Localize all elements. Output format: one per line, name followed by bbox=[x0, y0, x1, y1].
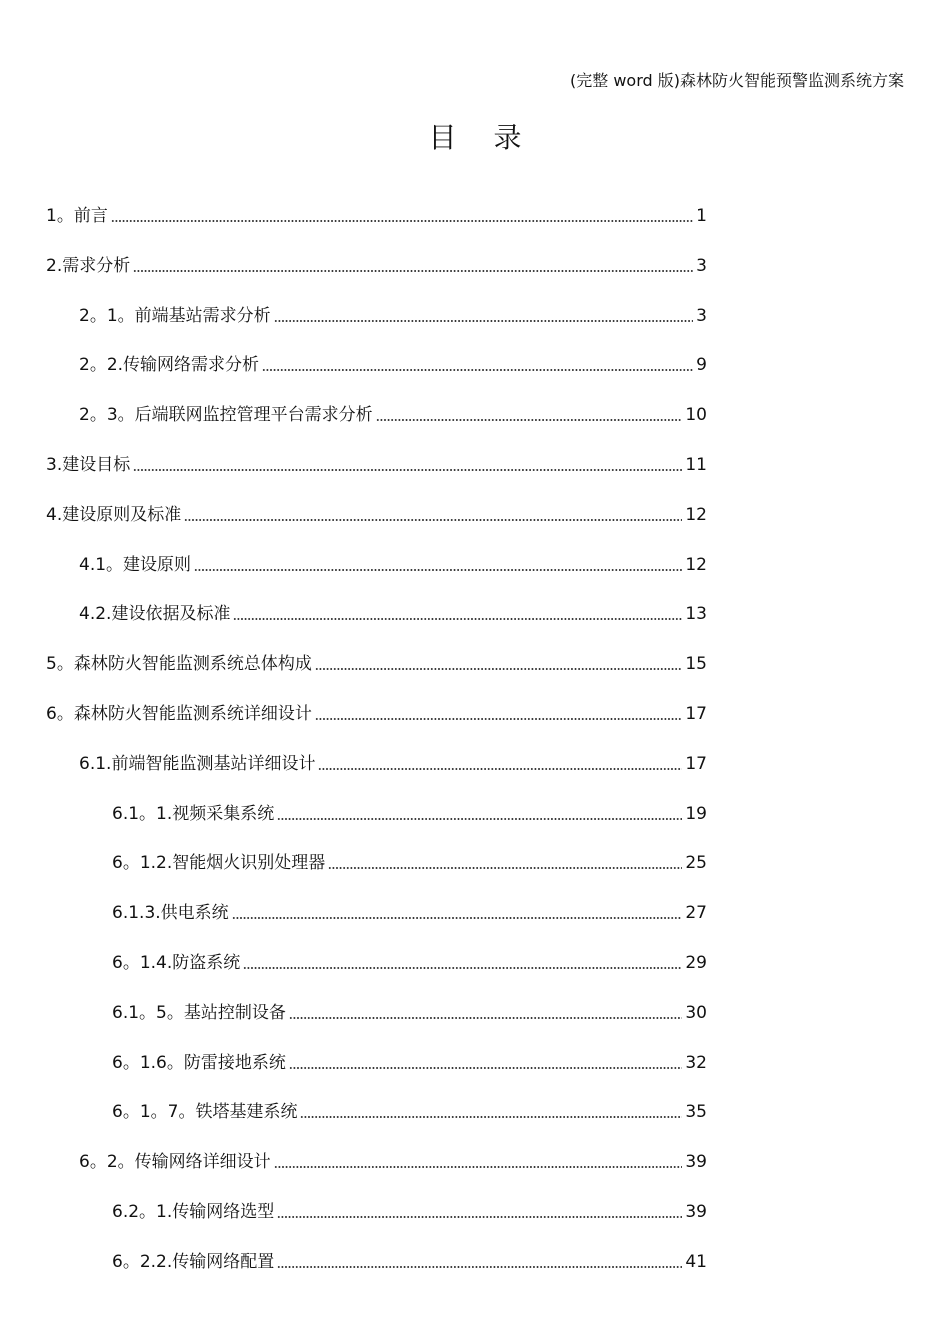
toc-entry-text: 1。前言 bbox=[46, 206, 108, 226]
toc-dot-leader bbox=[376, 419, 683, 421]
toc-entry-page: 12 bbox=[685, 555, 707, 575]
toc-dot-leader bbox=[133, 270, 693, 272]
toc-entry-text: 2。1。前端基站需求分析 bbox=[79, 306, 271, 326]
toc-entry[interactable] bbox=[79, 752, 707, 776]
toc-entry[interactable] bbox=[112, 851, 707, 875]
toc-entry-text: 6.1.3.供电系统 bbox=[112, 903, 229, 923]
toc-dot-leader bbox=[315, 668, 683, 670]
toc-entry-page: 3 bbox=[696, 306, 707, 326]
toc-entry-page: 25 bbox=[685, 853, 707, 873]
toc-entry-page: 3 bbox=[696, 256, 707, 276]
toc-entry[interactable] bbox=[79, 403, 707, 427]
toc-entry-text: 3.建设目标 bbox=[46, 455, 131, 475]
toc-entry[interactable] bbox=[46, 453, 707, 477]
toc-entry[interactable] bbox=[46, 204, 707, 228]
toc-entry-text: 4.1。建设原则 bbox=[79, 555, 192, 575]
toc-entry-text: 6.1.前端智能监测基站详细设计 bbox=[79, 754, 316, 774]
toc-entry[interactable] bbox=[112, 951, 707, 975]
toc-dot-leader bbox=[318, 768, 682, 770]
toc-entry[interactable] bbox=[112, 1051, 707, 1075]
page-header: (完整 word 版)森林防火智能预警监测系统方案 bbox=[570, 71, 904, 90]
toc-dot-leader bbox=[233, 618, 682, 620]
toc-dot-leader bbox=[262, 369, 693, 371]
toc-entry[interactable] bbox=[46, 702, 707, 726]
toc-entry-text: 6。1.4.防盗系统 bbox=[112, 953, 241, 973]
toc-dot-leader bbox=[111, 220, 693, 222]
toc-entry[interactable] bbox=[79, 1150, 707, 1174]
toc-dot-leader bbox=[194, 569, 682, 571]
toc-entry-page: 29 bbox=[685, 953, 707, 973]
toc-entry-text: 2。3。后端联网监控管理平台需求分析 bbox=[79, 405, 373, 425]
toc-entry-text: 2。2.传输网络需求分析 bbox=[79, 355, 260, 375]
toc-dot-leader bbox=[184, 519, 682, 521]
toc-entry-text: 2.需求分析 bbox=[46, 256, 131, 276]
toc-entry[interactable] bbox=[46, 254, 707, 278]
toc-entry-text: 6。1.6。防雷接地系统 bbox=[112, 1053, 286, 1073]
toc-entry-page: 15 bbox=[685, 654, 707, 674]
toc-entry-page: 17 bbox=[685, 754, 707, 774]
toc-entry-page: 35 bbox=[685, 1102, 707, 1122]
toc-entry-text: 6。1.2.智能烟火识别处理器 bbox=[112, 853, 326, 873]
toc-entry-page: 12 bbox=[685, 505, 707, 525]
toc-entry[interactable] bbox=[112, 901, 707, 925]
toc-entry-text: 6.1。1.视频采集系统 bbox=[112, 804, 275, 824]
toc-dot-leader bbox=[289, 1067, 683, 1069]
toc-entry[interactable] bbox=[112, 1100, 707, 1124]
toc-dot-leader bbox=[315, 718, 683, 720]
toc-entry[interactable] bbox=[79, 602, 707, 626]
toc-entry-page: 19 bbox=[685, 804, 707, 824]
toc-dot-leader bbox=[274, 320, 694, 322]
toc-entry[interactable] bbox=[46, 503, 707, 527]
toc-dot-leader bbox=[274, 1166, 683, 1168]
toc-entry-page: 27 bbox=[685, 903, 707, 923]
toc-entry[interactable] bbox=[112, 802, 707, 826]
toc-dot-leader bbox=[277, 1266, 682, 1268]
toc-entry-page: 32 bbox=[685, 1053, 707, 1073]
toc-entry-page: 1 bbox=[696, 206, 707, 226]
toc-entry-text: 6。1。7。铁塔基建系统 bbox=[112, 1102, 298, 1122]
toc-entry[interactable] bbox=[112, 1001, 707, 1025]
toc-entry-page: 10 bbox=[685, 405, 707, 425]
toc-entry[interactable] bbox=[79, 353, 707, 377]
toc-entry-text: 4.建设原则及标准 bbox=[46, 505, 182, 525]
toc-entry-page: 41 bbox=[685, 1252, 707, 1272]
toc-dot-leader bbox=[232, 917, 683, 919]
toc-entry-text: 5。森林防火智能监测系统总体构成 bbox=[46, 654, 312, 674]
toc-entry-text: 6。森林防火智能监测系统详细设计 bbox=[46, 704, 312, 724]
toc-dot-leader bbox=[300, 1116, 682, 1118]
toc-entry-text: 6.2。1.传输网络选型 bbox=[112, 1202, 275, 1222]
toc-entry-text: 6.1。5。基站控制设备 bbox=[112, 1003, 286, 1023]
toc-entry-page: 13 bbox=[685, 604, 707, 624]
toc-dot-leader bbox=[328, 867, 682, 869]
toc-entry-page: 39 bbox=[685, 1152, 707, 1172]
toc-entry[interactable] bbox=[112, 1200, 707, 1224]
toc-entry-text: 6。2。传输网络详细设计 bbox=[79, 1152, 271, 1172]
toc-entry-page: 11 bbox=[685, 455, 707, 475]
toc-entry[interactable] bbox=[79, 304, 707, 328]
toc-entry-page: 39 bbox=[685, 1202, 707, 1222]
toc-entry[interactable] bbox=[46, 652, 707, 676]
toc-entry[interactable] bbox=[112, 1250, 707, 1274]
toc-dot-leader bbox=[289, 1017, 683, 1019]
toc-entry-page: 17 bbox=[685, 704, 707, 724]
toc-dot-leader bbox=[277, 818, 682, 820]
toc-entry-text: 6。2.2.传输网络配置 bbox=[112, 1252, 275, 1272]
toc-dot-leader bbox=[133, 469, 682, 471]
toc-entry-page: 30 bbox=[685, 1003, 707, 1023]
toc-title: 目 录 bbox=[428, 121, 536, 154]
toc-entry-page: 9 bbox=[696, 355, 707, 375]
toc-dot-leader bbox=[243, 967, 682, 969]
toc-entry-text: 4.2.建设依据及标准 bbox=[79, 604, 231, 624]
toc-entry[interactable] bbox=[79, 553, 707, 577]
toc-dot-leader bbox=[277, 1216, 682, 1218]
